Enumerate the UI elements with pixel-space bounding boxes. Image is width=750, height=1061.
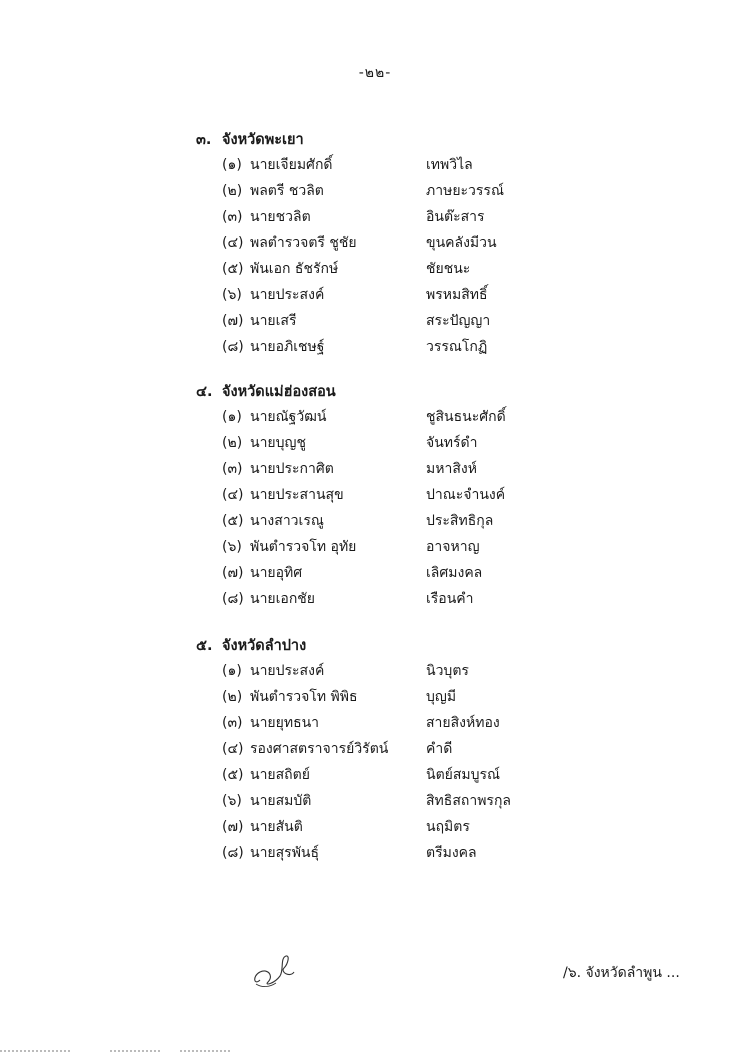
list-item — [0, 510, 750, 530]
item-index: (๗) — [222, 565, 244, 581]
first-name: นายประสงค์ — [250, 287, 325, 303]
item-index: (๔) — [222, 741, 244, 757]
list-item — [0, 764, 750, 784]
section-title — [196, 128, 304, 151]
first-name: นายยุทธนา — [250, 715, 320, 731]
last-name: อาจหาญ — [426, 539, 480, 555]
first-name: นายสุรพันธุ์ — [250, 845, 320, 861]
first-name: นายประกาศิต — [250, 461, 334, 477]
section-title — [196, 634, 306, 657]
item-index: (๖) — [222, 287, 242, 303]
list-item — [0, 258, 750, 278]
last-name: ภาษยะวรรณ์ — [426, 183, 504, 199]
first-name: นายสมบัติ — [250, 793, 312, 809]
first-name: นายอุทิศ — [250, 565, 303, 581]
item-index: (๓) — [222, 715, 243, 731]
first-name: นายเอกชัย — [250, 591, 316, 607]
item-index: (๑) — [222, 157, 242, 173]
section-number: ๔. — [196, 384, 213, 400]
last-name: จันทร์ดำ — [426, 435, 478, 451]
list-item — [0, 180, 750, 200]
first-name: นายบุญชู — [250, 435, 306, 451]
item-index: (๘) — [222, 339, 244, 355]
last-name: นิวบุตร — [426, 663, 469, 679]
first-name: นายประสงค์ — [250, 663, 325, 679]
item-index: (๘) — [222, 591, 244, 607]
list-item — [0, 154, 750, 174]
item-index: (๑) — [222, 663, 242, 679]
last-name: ปาณะจำนงค์ — [426, 487, 506, 503]
first-name: นายณัฐวัฒน์ — [250, 409, 327, 425]
item-index: (๖) — [222, 793, 242, 809]
item-index: (๔) — [222, 487, 244, 503]
last-name: นิตย์สมบูรณ์ — [426, 767, 501, 783]
first-name: พันตำรวจโท พิพิธ — [250, 689, 358, 705]
first-name: พันตำรวจโท อุทัย — [250, 539, 357, 555]
list-item — [0, 458, 750, 478]
last-name: คำดี — [426, 741, 453, 757]
list-item — [0, 432, 750, 452]
last-name: สิทธิสถาพรกุล — [426, 793, 512, 809]
item-index: (๒) — [222, 183, 243, 199]
item-index: (๒) — [222, 435, 243, 451]
last-name: บุญมี — [426, 689, 457, 705]
last-name: วรรณโกฏิ — [426, 339, 488, 355]
last-name: ขุนคลังมีวน — [426, 235, 497, 251]
last-name: พรหมสิทธิ์ — [426, 287, 488, 303]
list-item — [0, 660, 750, 680]
first-name: พลตรี ชวลิต — [250, 183, 324, 199]
first-name: นายเจียมศักดิ์ — [250, 157, 333, 173]
list-item — [0, 284, 750, 304]
item-index: (๘) — [222, 845, 244, 861]
last-name: ชูสินธนะศักดิ์ — [426, 409, 506, 425]
list-item — [0, 816, 750, 836]
list-item — [0, 790, 750, 810]
last-name: ตรีมงคล — [426, 845, 477, 861]
item-index: (๓) — [222, 209, 243, 225]
section-heading: จังหวัดพะเยา — [222, 132, 304, 148]
signature-mark — [250, 950, 300, 990]
first-name: รองศาสตราจารย์วิรัตน์ — [250, 741, 389, 757]
first-name: นายประสานสุข — [250, 487, 344, 503]
section-number: ๕. — [196, 638, 213, 654]
last-name: ประสิทธิกุล — [426, 513, 494, 529]
list-item — [0, 232, 750, 252]
item-index: (๓) — [222, 461, 243, 477]
last-name: สายสิงห์ทอง — [426, 715, 500, 731]
section-title — [196, 380, 336, 403]
first-name: นายชวลิต — [250, 209, 311, 225]
list-item — [0, 206, 750, 226]
first-name: นายเสรี — [250, 313, 297, 329]
item-index: (๕) — [222, 513, 244, 529]
list-item — [0, 536, 750, 556]
item-index: (๕) — [222, 767, 244, 783]
item-index: (๑) — [222, 409, 242, 425]
section-heading: จังหวัดลำปาง — [222, 638, 307, 654]
scan-edge-dots — [0, 1048, 750, 1054]
last-name: สระปัญญา — [426, 313, 491, 329]
continuation-note: /๖. จังหวัดลำพูน ... — [563, 965, 680, 981]
last-name: ชัยชนะ — [426, 261, 471, 277]
last-name: เทพวิไล — [426, 157, 473, 173]
list-item — [0, 562, 750, 582]
list-item — [0, 842, 750, 862]
first-name: นายอภิเชษฐ์ — [250, 339, 325, 355]
section-number: ๓. — [196, 132, 212, 148]
first-name: พลตำรวจตรี ชูชัย — [250, 235, 357, 251]
item-index: (๗) — [222, 819, 244, 835]
list-item — [0, 686, 750, 706]
first-name: นายสันติ — [250, 819, 303, 835]
list-item — [0, 738, 750, 758]
last-name: เลิศมงคล — [426, 565, 483, 581]
last-name: นฤมิตร — [426, 819, 470, 835]
list-item — [0, 712, 750, 732]
last-name: เรือนคำ — [426, 591, 474, 607]
list-item — [0, 484, 750, 504]
list-item — [0, 588, 750, 608]
list-item — [0, 336, 750, 356]
first-name: นางสาวเรณู — [250, 513, 324, 529]
item-index: (๕) — [222, 261, 244, 277]
section-heading: จังหวัดแม่ฮ่องสอน — [222, 384, 336, 400]
first-name: นายสถิตย์ — [250, 767, 310, 783]
list-item — [0, 310, 750, 330]
item-index: (๒) — [222, 689, 243, 705]
item-index: (๔) — [222, 235, 244, 251]
item-index: (๗) — [222, 313, 244, 329]
first-name: พันเอก ธัชรักษ์ — [250, 261, 339, 277]
page-number: -๒๒- — [358, 65, 392, 81]
list-item — [0, 406, 750, 426]
last-name: มหาสิงห์ — [426, 461, 477, 477]
last-name: อินต๊ะสาร — [426, 209, 485, 225]
item-index: (๖) — [222, 539, 242, 555]
